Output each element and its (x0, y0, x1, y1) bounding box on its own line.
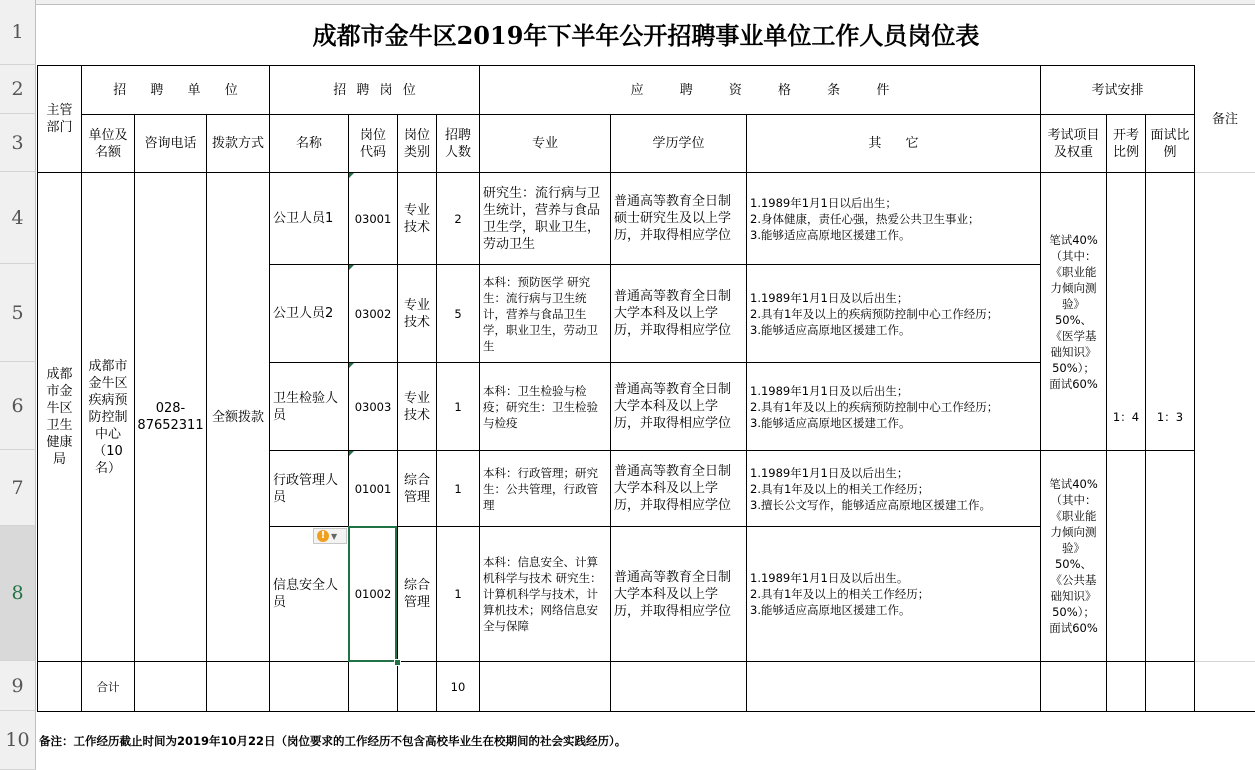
header-zhaopin-gangwei[interactable]: 招 聘 岗 位 (333, 82, 416, 98)
position-code-cell[interactable]: 01001 (354, 481, 392, 496)
other-line: 1.1989年1月1日及以后出生； (750, 465, 909, 480)
other-line: 2.具有1年及以上的疾病预防控制中心工作经历； (750, 306, 999, 321)
degree-cell[interactable]: 普通高等教育全日制硕士研究生及以上学历，并取得相应学位 (614, 194, 732, 243)
other-line: 3.能够适应高原地区援建工作。 (750, 415, 911, 430)
exam-items-b[interactable]: 笔试40%（其中：《职业能力倾向测验》50%、《公共基础知识》50%）；面试60% (1049, 477, 1098, 635)
position-name-cell[interactable]: 行政管理人员 (273, 472, 339, 505)
error-indicator (349, 363, 354, 368)
header-kaoshi-xiangmu[interactable]: 考试项目及权重 (1047, 127, 1100, 160)
header-gangwei-leibie[interactable]: 岗位类别 (403, 127, 430, 160)
other-line: 2.具有1年及以上的相关工作经历； (750, 587, 930, 601)
degree-cell[interactable]: 普通高等教育全日制大学本科及以上学历，并取得相应学位 (614, 569, 732, 619)
position-name-cell[interactable]: 公卫人员1 (273, 211, 334, 226)
kaikao-ratio[interactable]: 1：4 (1112, 410, 1140, 424)
position-category-cell[interactable]: 综合管理 (403, 578, 430, 610)
header-zixun-dianhua[interactable]: 咨询电话 (144, 136, 197, 151)
header-zhuguan[interactable]: 主管部门 (46, 103, 73, 135)
header-kaoshi[interactable]: 考试安排 (1091, 82, 1144, 98)
position-category-cell[interactable]: 专业技术 (403, 390, 430, 423)
other-cell[interactable] (747, 265, 1040, 362)
position-count-cell[interactable]: 2 (454, 211, 462, 226)
degree-cell[interactable]: 普通高等教育全日制大学本科及以上学历，并取得相应学位 (614, 464, 732, 513)
header-qita[interactable]: 其 它 (868, 136, 919, 151)
position-category-cell[interactable]: 专业技术 (403, 202, 430, 235)
header-gangwei-daima[interactable]: 岗位代码 (359, 127, 386, 160)
row-header-7[interactable]: 7 (0, 450, 36, 526)
row-header-10[interactable]: 10 (0, 711, 36, 770)
total-label-cell[interactable]: 合计 (96, 679, 120, 694)
position-name-cell[interactable]: 信息安全人员 (273, 578, 339, 610)
major-cell[interactable]: 本科：行政管理；研究生：公共管理，行政管理 (483, 465, 598, 512)
header-yingpin[interactable]: 应 聘 资 格 条 件 (630, 82, 890, 98)
chevron-down-icon: ▼ (331, 531, 338, 541)
position-name-cell[interactable]: 卫生检验人员 (273, 390, 339, 423)
position-category-cell[interactable]: 专业技术 (403, 297, 430, 330)
header-bokuan[interactable]: 拨款方式 (211, 136, 264, 151)
position-code-cell[interactable]: 03003 (354, 399, 392, 414)
header-danwei-mingcheng[interactable]: 单位及名额 (88, 127, 128, 160)
other-line: 3.能够适应高原地区援建工作。 (750, 227, 911, 242)
row-header-3[interactable]: 3 (0, 114, 36, 172)
degree-cell[interactable]: 普通高等教育全日制大学本科及以上学历，并取得相应学位 (614, 382, 732, 431)
other-line: 1.1989年1月1日以后出生； (750, 195, 897, 210)
error-indicator (349, 173, 354, 178)
major-cell[interactable]: 研究生：流行病与卫生统计，营养与食品卫生学，职业卫生，劳动卫生 (483, 185, 601, 252)
major-cell[interactable]: 本科：预防医学 研究生：流行病与卫生统计，营养与食品卫生学，职业卫生，劳动卫生 (483, 274, 598, 353)
position-code-cell[interactable]: 03002 (354, 306, 392, 321)
total-count-cell[interactable]: 10 (450, 679, 466, 694)
position-code-cell[interactable]: 03001 (354, 211, 392, 226)
error-indicator (349, 265, 354, 270)
other-line: 2.具有1年及以上的疾病预防控制中心工作经历； (750, 399, 999, 414)
degree-cell[interactable]: 普通高等教育全日制大学本科及以上学历，并取得相应学位 (614, 289, 732, 338)
sheet-title[interactable]: 成都市金牛区2019年下半年公开招聘事业单位工作人员岗位表 (312, 20, 980, 50)
selected-cell-border[interactable] (348, 526, 397, 662)
other-line: 3.能够适应高原地区援建工作。 (750, 603, 911, 617)
position-count-cell[interactable]: 1 (454, 587, 462, 601)
row-header-1[interactable]: 1 (0, 0, 36, 65)
row-header-4[interactable]: 4 (0, 172, 36, 264)
mianshi-ratio[interactable]: 1：3 (1156, 410, 1184, 424)
other-line: 2.具有1年及以上的相关工作经历； (750, 481, 930, 496)
header-zhuanye[interactable]: 专业 (531, 136, 558, 151)
other-line: 3.能够适应高原地区援建工作。 (750, 322, 911, 337)
position-name-cell[interactable]: 公卫人员2 (273, 306, 334, 321)
other-cell[interactable] (747, 451, 1040, 526)
header-zhaopin-danwei[interactable]: 招 聘 单 位 (113, 82, 238, 98)
header-xueli[interactable]: 学历学位 (652, 136, 705, 151)
position-category-cell[interactable]: 综合管理 (403, 472, 430, 505)
major-cell[interactable]: 本科：信息安全、计算机科学与技术 研究生：计算机科学与技术，计算机技术；网络信息安全与保障 (483, 555, 602, 633)
major-cell[interactable]: 本科：卫生检验与检疫；研究生：卫生检验与检疫 (483, 383, 598, 430)
unit-cell[interactable]: 成都市金牛区疾病预防控制中心（10名） (88, 358, 128, 476)
phone-cell[interactable]: 028-87652311 (137, 401, 204, 433)
header-beizhu[interactable]: 备注 (1211, 111, 1238, 127)
position-count-cell[interactable]: 1 (454, 481, 462, 496)
other-line: 1.1989年1月1日及以后出生； (750, 290, 909, 305)
row-header-5[interactable]: 5 (0, 264, 36, 362)
other-line: 1.1989年1月1日及以后出生。 (750, 571, 909, 585)
header-kaikao-bili[interactable]: 开考比例 (1112, 127, 1139, 160)
position-code-cell[interactable]: 01002 (354, 587, 392, 601)
error-check-button[interactable] (313, 528, 347, 544)
row-header-8[interactable]: 8 (0, 526, 36, 661)
position-count-cell[interactable]: 5 (454, 306, 462, 321)
funding-cell[interactable]: 全额拨款 (211, 409, 264, 425)
row-header-6[interactable]: 6 (0, 362, 36, 450)
other-cell[interactable] (747, 363, 1040, 450)
other-cell[interactable] (747, 173, 1040, 264)
fill-handle[interactable] (394, 659, 401, 666)
other-line: 1.1989年1月1日及以后出生； (750, 383, 909, 398)
warning-icon: ! (317, 530, 329, 542)
position-count-cell[interactable]: 1 (454, 399, 462, 414)
row-header-2[interactable]: 2 (0, 65, 36, 114)
header-mianshi-bili[interactable]: 面试比例 (1150, 127, 1190, 160)
other-line: 2.身体健康，责任心强，热爱公共卫生事业； (750, 211, 980, 226)
other-line: 3.擅长公文写作，能够适应高原地区援建工作。 (750, 497, 991, 512)
error-indicator (349, 451, 354, 456)
header-zhaopin-renshu[interactable]: 招聘人数 (444, 127, 471, 160)
other-cell[interactable] (747, 527, 1040, 661)
department-cell[interactable]: 成都市金牛区卫生健康局 (46, 367, 73, 467)
footnote-cell[interactable]: 备注：工作经历截止时间为2019年10月22日（岗位要求的工作经历不包含高校毕业生在校期间的社会实践经历）。 (39, 734, 627, 748)
exam-items-a[interactable]: 笔试40%（其中：《职业能力倾向测验》50%、《医学基础知识》50%）；面试60% (1049, 232, 1098, 391)
row-header-9[interactable]: 9 (0, 661, 36, 711)
header-mingcheng[interactable]: 名称 (295, 136, 322, 151)
